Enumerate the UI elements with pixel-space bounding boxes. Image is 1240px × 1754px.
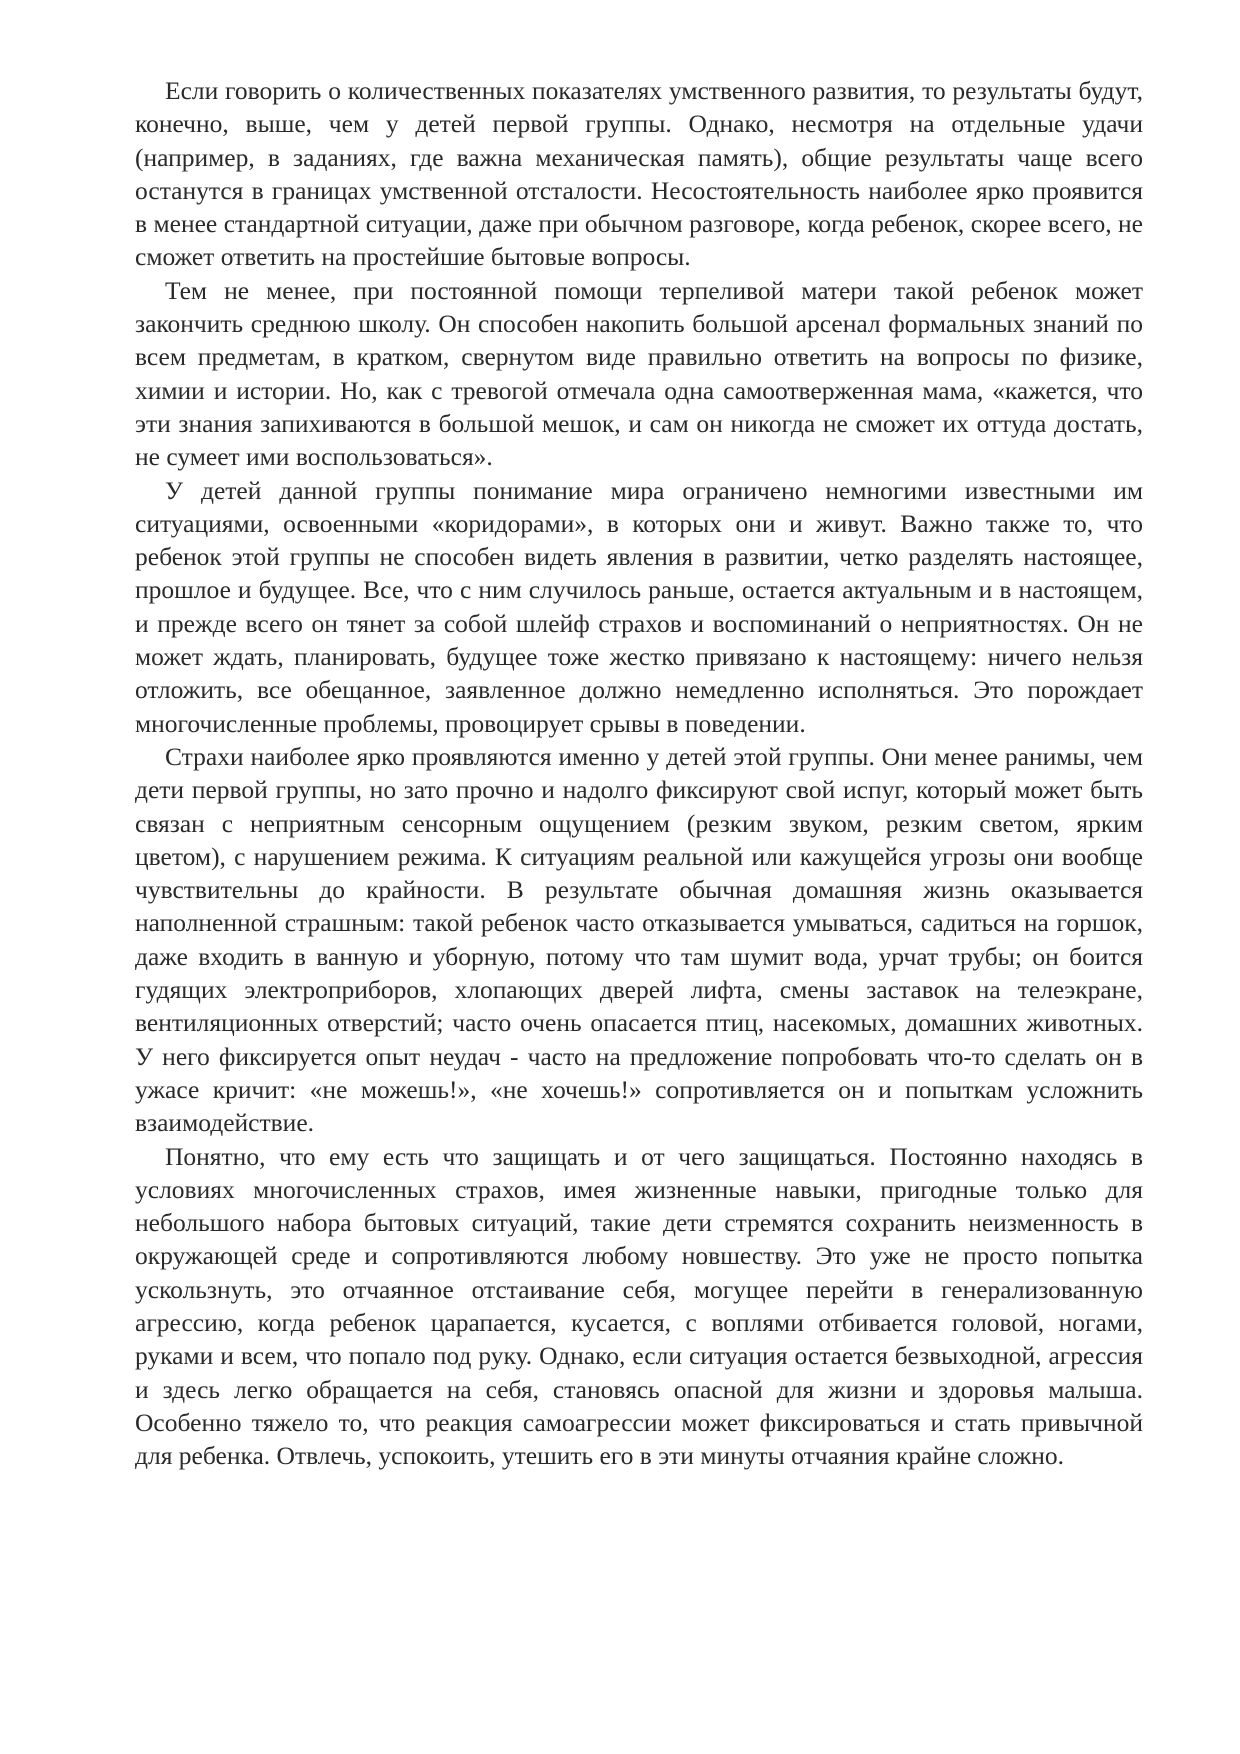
paragraph-4: Страхи наиболее ярко проявляются именно у детей этой группы. Они менее ранимы, чем дети первой группы, но зато прочно и надолго фиксируют свой испуг, который может быть связан с неприятным сенсорным ощущением (резким звуком, резким светом, ярким цветом), с нарушением режима. К ситуациям реальной или кажущейся угрозы они вообще чувствительны до крайности. В результате обычная домашняя жизнь оказывается наполненной страшным: такой ребенок часто отказывается умываться, садиться на горшок, даже входить в ванную и уборную, потому что там шумит вода, урчат трубы; он боится гудящих электроприборов, хлопающих дверей лифта, смены заставок на телеэкране, вентиляционных отверстий; часто очень опасается птиц, насекомых, домашних животных. У него фиксируется опыт неудач - часто на предложение попробовать что-то сделать он в ужасе кричит: «не можешь!», «не хочешь!» сопротивляется он и попыткам усложнить взаимодействие. — [135, 741, 1143, 1138]
paragraph-2: Тем не менее, при постоянной помощи терпеливой матери такой ребенок может закончить среднюю школу. Он способен накопить большой арсенал формальных знаний по всем предметам, в кратком, свернутом виде правильно ответить на вопросы по физике, химии и истории. Но, как с тревогой отмечала одна самоотверженная мама, «кажется, что эти знания запихиваются в большой мешок, и сам он никогда не сможет их оттуда достать, не сумеет ими воспользоваться». — [135, 275, 1143, 472]
paragraph-3: У детей данной группы понимание мира ограничено немногими известными им ситуациями, освоенными «коридорами», в которых они и живут. Важно также то, что ребенок этой группы не способен видеть явления в развитии, четко разделять настоящее, прошлое и будущее. Все, что с ним случилось раньше, остается актуальным и в настоящем, и прежде всего он тянет за собой шлейф страхов и воспоминаний о неприятностях. Он не может ждать, планировать, будущее тоже жестко привязано к настоящему: ничего нельзя отложить, все обещанное, заявленное должно немедленно исполняться. Это порождает многочисленные проблемы, провоцирует срывы в поведении. — [135, 475, 1143, 738]
body-text — [135, 74, 1143, 1472]
paragraph-1: Если говорить о количественных показателях умственного развития, то результаты будут, конечно, выше, чем у детей первой группы. Однако, несмотря на отдельные удачи (например, в заданиях, где важна механическая память), общие результаты чаще всего останутся в границах умственной отсталости. Несостоятельность наиболее ярко проявится в менее стандартной ситуации, даже при обычном разговоре, когда ребенок, скорее всего, не сможет ответить на простейшие бытовые вопросы. — [135, 76, 1143, 272]
paragraph-5: Понятно, что ему есть что защищать и от чего защищаться. Постоянно находясь в условиях многочисленных страхов, имея жизненные навыки, пригодные только для небольшого набора бытовых ситуаций, такие дети стремятся сохранить неизменность в окружающей среде и сопротивляются любому новшеству. Это уже не просто попытка ускользнуть, это отчаянное отстаивание себя, могущее перейти в генерализованную агрессию, когда ребенок царапается, кусается, с воплями отбивается головой, ногами, руками и всем, что попало под руку. Однако, если ситуация остается безвыходной, агрессия и здесь легко обращается на себя, становясь опасной для жизни и здоровья малыша. Особенно тяжело то, что реакция самоагрессии может фиксироваться и стать привычной для ребенка. Отвлечь, успокоить, утешить его в эти минуты отчаяния крайне сложно. — [135, 1141, 1143, 1471]
